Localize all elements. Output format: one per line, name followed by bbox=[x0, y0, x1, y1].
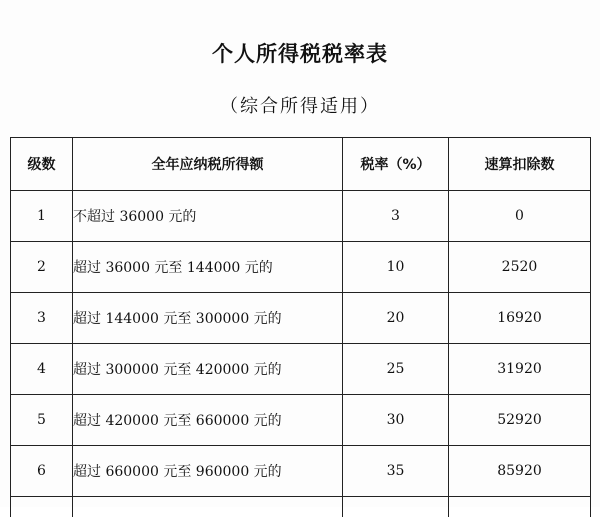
table-row bbox=[11, 242, 591, 293]
rate-cell: 35 bbox=[343, 446, 449, 497]
level-cell: 3 bbox=[11, 293, 73, 344]
header-level: 级数 bbox=[11, 138, 73, 191]
rate-cell: 10 bbox=[343, 242, 449, 293]
rate-cell: 20 bbox=[343, 293, 449, 344]
table-row bbox=[11, 446, 591, 497]
tax-rate-table bbox=[10, 137, 591, 517]
deduction-cell: 0 bbox=[449, 191, 591, 242]
table-row bbox=[11, 191, 591, 242]
income-range-cell: 超过 36000 元至 144000 元的 bbox=[73, 242, 343, 293]
deduction-cell: 52920 bbox=[449, 395, 591, 446]
deduction-cell: 2520 bbox=[449, 242, 591, 293]
income-range-cell: 不超过 36000 元的 bbox=[73, 191, 343, 242]
header-quick-deduction: 速算扣除数 bbox=[449, 138, 591, 191]
level-cell: 4 bbox=[11, 344, 73, 395]
rate-cell: 30 bbox=[343, 395, 449, 446]
header-tax-rate: 税率（%） bbox=[343, 138, 449, 191]
table-row bbox=[11, 395, 591, 446]
income-range-cell: 超过 420000 元至 660000 元的 bbox=[73, 395, 343, 446]
rate-cell: 3 bbox=[343, 191, 449, 242]
deduction-cell: 16920 bbox=[449, 293, 591, 344]
level-cell: 1 bbox=[11, 191, 73, 242]
level-cell: 5 bbox=[11, 395, 73, 446]
deduction-cell: 85920 bbox=[449, 446, 591, 497]
table-header-row bbox=[11, 138, 591, 191]
income-range-cell: 超过 660000 元至 960000 元的 bbox=[73, 446, 343, 497]
income-range-cell: 超过 300000 元至 420000 元的 bbox=[73, 344, 343, 395]
level-cell: 6 bbox=[11, 446, 73, 497]
page-subtitle: （综合所得适用） bbox=[0, 92, 600, 118]
table-row bbox=[11, 293, 591, 344]
level-cell: 2 bbox=[11, 242, 73, 293]
income-range-cell: 超过 144000 元至 300000 元的 bbox=[73, 293, 343, 344]
table-row bbox=[11, 344, 591, 395]
rate-cell: 25 bbox=[343, 344, 449, 395]
deduction-cell: 31920 bbox=[449, 344, 591, 395]
page-title: 个人所得税税率表 bbox=[0, 38, 600, 68]
header-taxable-income: 全年应纳税所得额 bbox=[73, 138, 343, 191]
